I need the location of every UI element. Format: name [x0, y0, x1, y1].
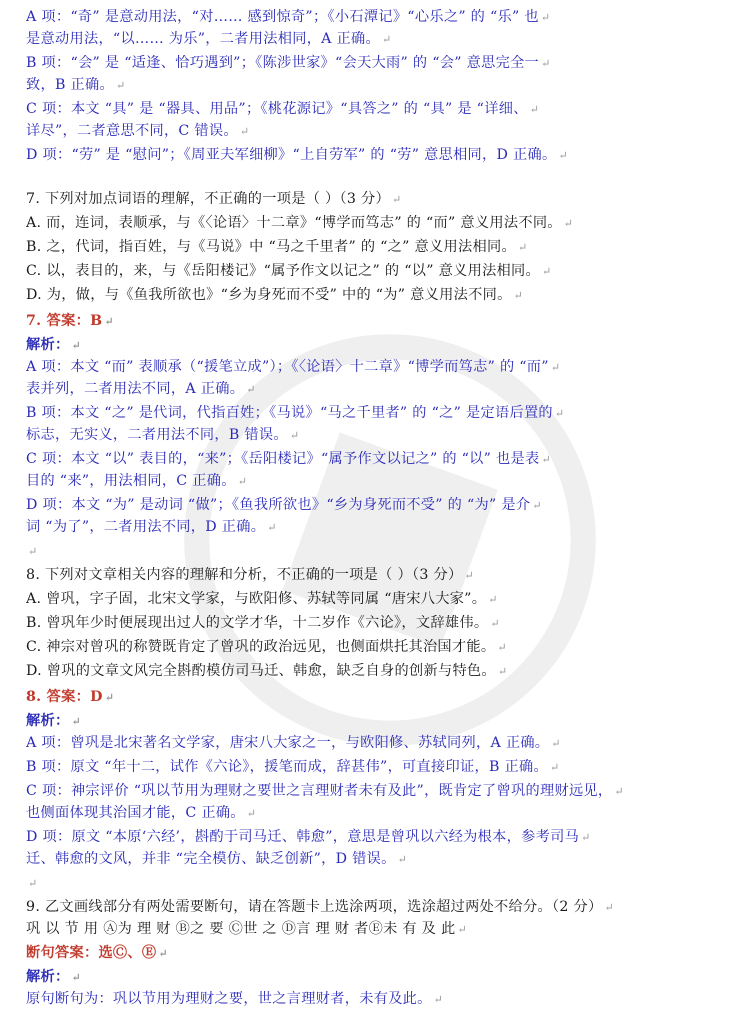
line-text: B 项：“会” 是 “适逢、恰巧遇到”；《陈涉世家》“会天大雨” 的 “会” 意思完全一 [26, 55, 540, 71]
paragraph-mark-icon: ↵ [513, 289, 524, 302]
text-line [26, 988, 726, 1010]
paragraph-mark-icon: ↵ [581, 831, 591, 844]
text-line [26, 780, 726, 802]
text-line [26, 588, 726, 610]
paragraph-mark-icon: ↵ [115, 79, 126, 92]
paragraph-mark-icon: ↵ [104, 315, 114, 328]
paragraph-mark-icon: ↵ [382, 33, 392, 46]
line-text: A 项：本文 “而” 表顺承（“援笔立成”）；《〈论语〉十二章》“博学而笃志” 的 “而” [26, 359, 549, 375]
text-line [26, 212, 726, 234]
line-text: C 项：神宗评价 “巩以节用为理财之要世之言理财者未有及此”，既肯定了曾巩的理财远见， [26, 783, 613, 799]
text-line [26, 334, 726, 356]
text-line [26, 686, 726, 708]
line-text: 详尽”，二者意思不同，C 错误。 [26, 123, 238, 139]
line-text: A 项：曾巩是北宋著名文学家，唐宋八大家之一，与欧阳修、苏轼同列，A 正确。 [26, 735, 550, 751]
paragraph-mark-icon: ↵ [28, 877, 38, 890]
line-text: C 项：本文 “以” 表目的，“来”；《岳阳楼记》“属予作文以记之” 的 “以” 也是表 [26, 451, 540, 467]
line-text: 解析： [26, 713, 70, 729]
text-line [26, 848, 726, 870]
paragraph-mark-icon: ↵ [542, 265, 552, 278]
paragraph-mark-icon: ↵ [558, 149, 569, 162]
paragraph-mark-icon: ↵ [497, 641, 507, 654]
line-text: 巩 以 节 用 Ⓐ为 理 财 Ⓑ之 要 Ⓒ世 之 Ⓓ言 理 财 者Ⓔ未 有 及 此 [26, 921, 456, 937]
text-line [26, 612, 726, 634]
text-line [26, 188, 726, 210]
text-line [26, 120, 726, 142]
line-text: 7. 下列对加点词语的理解，不正确的一项是（ ）（3 分） [26, 191, 391, 207]
text-line [26, 236, 726, 258]
paragraph-mark-icon: ↵ [104, 691, 115, 704]
text-line [26, 918, 726, 940]
line-text: B 项：本文 “之” 是代词，代指百姓；《马说》“马之千里者” 的 “之” 是定语后置的 [26, 405, 553, 421]
text-line [26, 74, 726, 96]
line-text: D. 为，做，与《鱼我所欲也》“乡为身死而不受” 中的 “为” 意义用法不同。 [26, 287, 512, 303]
paragraph-mark-icon: ↵ [541, 57, 551, 70]
line-text: A. 而，连词，表顺承，与《〈论语〉十二章》“博学而笃志” 的 “而” 意义用法不同。 [26, 215, 562, 231]
text-line [26, 636, 726, 658]
line-text: A 项：“奇” 是意动用法，“对…… 感到惊奇”；《小石潭记》“心乐之” 的 “乐” 也 [26, 9, 539, 25]
text-line [26, 284, 726, 306]
line-text: 断句答案：选Ⓒ、Ⓔ [26, 945, 157, 961]
line-text: C 项：本文 “具” 是 “器具、用品”；《桃花源记》“具答之” 的 “具” 是 “详细、 [26, 101, 528, 117]
text-line [26, 802, 726, 824]
paragraph-mark-icon: ↵ [550, 361, 561, 374]
text-line [26, 826, 726, 848]
text-line [26, 356, 726, 378]
paragraph-mark-icon: ↵ [604, 901, 615, 914]
text-line [26, 896, 726, 918]
paragraph-mark-icon: ↵ [71, 339, 81, 352]
text-line [26, 402, 726, 424]
paragraph-mark-icon: ↵ [532, 499, 542, 512]
text-line [26, 6, 726, 28]
text-line [26, 966, 726, 988]
line-text: 原句断句为：巩以节用为理财之要，世之言理财者，未有及此。 [26, 991, 432, 1007]
line-text: 9. 乙文画线部分有两处需要断句，请在答题卡上选涂两项，选涂超过两处不给分。（2 分） [26, 899, 603, 915]
paragraph-mark-icon: ↵ [158, 947, 168, 960]
text-line [26, 516, 726, 538]
text-line [26, 564, 726, 586]
text-line [26, 756, 726, 778]
paragraph-mark-icon: ↵ [71, 971, 81, 984]
text-line [26, 732, 726, 754]
paragraph-mark-icon: ↵ [237, 475, 248, 488]
line-text: D. 曾巩的文章文风完全斟酌模仿司马迁、韩愈，缺乏自身的创新与特色。 [26, 663, 496, 679]
paragraph-mark-icon: ↵ [246, 807, 257, 820]
paragraph-mark-icon: ↵ [457, 923, 467, 936]
paragraph-mark-icon: ↵ [397, 853, 408, 866]
line-text: B. 之，代词，指百姓，与《马说》中 “马之千里者” 的 “之” 意义用法相同。 [26, 239, 516, 255]
line-text: 词 “为了”，二者用法不同，D 正确。 [26, 519, 266, 535]
paragraph-mark-icon: ↵ [540, 11, 551, 24]
line-text: C. 神宗对曾巩的称赞既肯定了曾巩的政治远见，也侧面烘托其治国才能。 [26, 639, 496, 655]
line-text: B. 曾巩年少时便展现出过人的文学才华，十二岁作《六论》，文辞雄伟。 [26, 615, 489, 631]
text-line [26, 378, 726, 400]
text-line [26, 470, 726, 492]
paragraph-mark-icon: ↵ [614, 785, 624, 798]
line-text: B 项：原文 “年十二，试作《六论》，援笔而成，辞甚伟”，可直接印证，B 正确。 [26, 759, 548, 775]
line-text: 标志，无实义，二者用法不同，B 错误。 [26, 427, 288, 443]
paragraph-mark-icon: ↵ [28, 545, 38, 558]
text-line [26, 448, 726, 470]
paragraph-mark-icon: ↵ [488, 593, 498, 606]
line-text: 致，B 正确。 [26, 77, 114, 93]
text-line [26, 942, 726, 964]
text-line [26, 310, 726, 332]
line-text: D 项：“劳” 是 “慰问”；《周亚夫军细柳》“上自劳军” 的 “劳” 意思相同，D 正确。 [26, 147, 557, 163]
line-text: 目的 “来”，用法相同，C 正确。 [26, 473, 236, 489]
line-text: 是意动用法，“以…… 为乐”，二者用法相同，A 正确。 [26, 31, 380, 47]
text-line [26, 540, 726, 562]
line-text: 也侧面体现其治国才能，C 正确。 [26, 805, 245, 821]
line-text: 8. 答案：D [26, 689, 103, 705]
text-line [26, 260, 726, 282]
paragraph-mark-icon: ↵ [551, 737, 561, 750]
paragraph-mark-icon: ↵ [529, 103, 540, 116]
paragraph-mark-icon: ↵ [541, 453, 552, 466]
paragraph-mark-icon: ↵ [517, 241, 528, 254]
paragraph-mark-icon: ↵ [549, 761, 560, 774]
paragraph-mark-icon: ↵ [433, 993, 444, 1006]
text-line [26, 872, 726, 894]
paragraph-mark-icon: ↵ [289, 429, 300, 442]
paragraph-mark-icon: ↵ [71, 715, 81, 728]
text-line [26, 710, 726, 732]
line-text: 表并列，二者用法不同，A 正确。 [26, 381, 245, 397]
line-text: 8. 下列对文章相关内容的理解和分析，不正确的一项是（ ）（3 分） [26, 567, 463, 583]
text-line [26, 660, 726, 682]
paragraph-mark-icon: ↵ [464, 569, 474, 582]
line-text: C. 以，表目的，来，与《岳阳楼记》“属予作文以记之” 的 “以” 意义用法相同。 [26, 263, 541, 279]
paragraph-mark-icon: ↵ [497, 665, 508, 678]
paragraph-mark-icon: ↵ [239, 125, 250, 138]
text-line [26, 98, 726, 120]
paragraph-mark-icon: ↵ [563, 217, 574, 230]
paragraph-mark-icon: ↵ [246, 383, 256, 396]
line-text: 7. 答案：B [26, 313, 103, 329]
line-text: 解析： [26, 969, 70, 985]
paragraph-mark-icon: ↵ [392, 193, 402, 206]
paragraph-mark-icon: ↵ [554, 407, 565, 420]
line-text: D 项：原文 “本原‘六经’，斟酌于司马迁、韩愈”，意思是曾巩以六经为根本，参考司马 [26, 829, 580, 845]
text-line [26, 52, 726, 74]
line-text: D 项：本文 “为” 是动词 “做”；《鱼我所欲也》“乡为身死而不受” 的 “为” 是介 [26, 497, 531, 513]
line-text: 解析： [26, 337, 70, 353]
text-line [26, 144, 726, 166]
paragraph-mark-icon: ↵ [267, 521, 277, 534]
line-text: 迁、韩愈的文风，并非 “完全模仿、缺乏创新”，D 错误。 [26, 851, 396, 867]
text-line [26, 424, 726, 446]
text-line [26, 494, 726, 516]
line-text: A. 曾巩，字子固，北宋文学家，与欧阳修、苏轼等同属 “唐宋八大家”。 [26, 591, 487, 607]
paragraph-mark-icon: ↵ [490, 617, 500, 630]
text-line [26, 28, 726, 50]
